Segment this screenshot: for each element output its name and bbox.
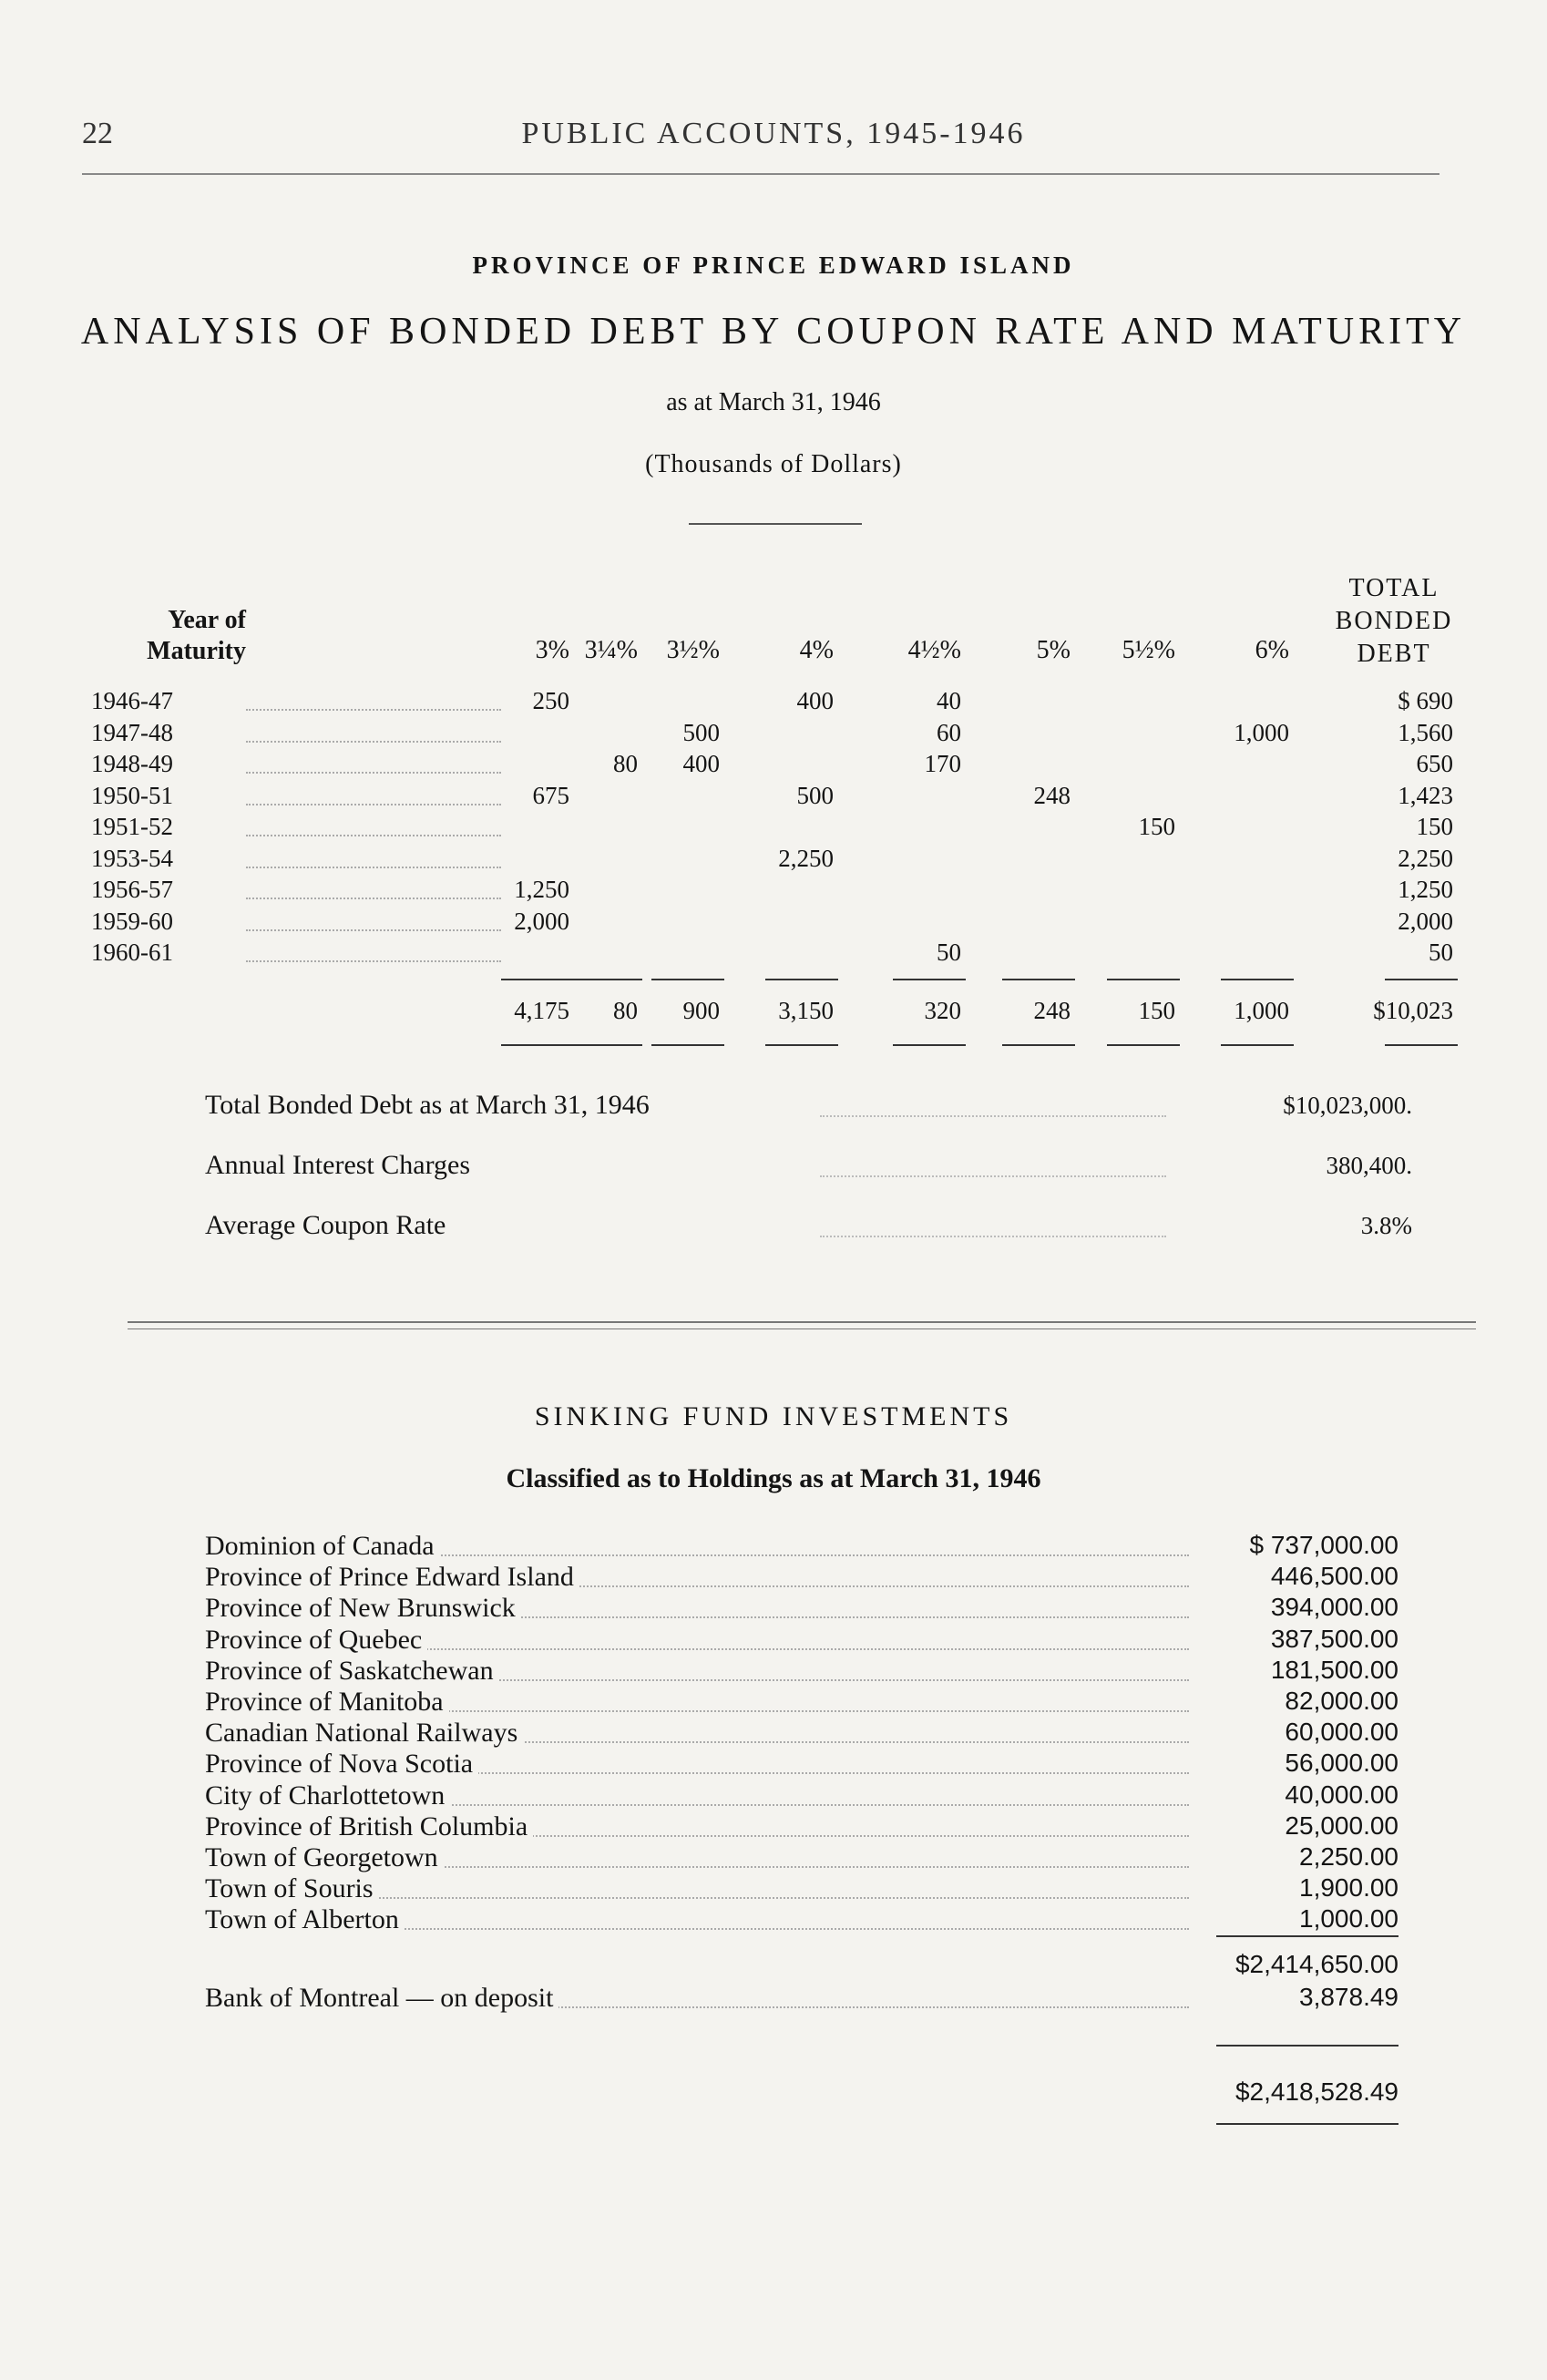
rate-header: 4½%: [907, 636, 961, 664]
column-total: 80: [613, 997, 638, 1024]
holding-name: Town of Souris: [205, 1873, 379, 1904]
total-rule: [501, 979, 574, 980]
maturity-year: 1948-49: [91, 750, 173, 777]
holding-amount: $ 737,000.00: [1249, 1531, 1398, 1559]
section-rule: [128, 1321, 1476, 1323]
table-title: ANALYSIS OF BONDED DEBT BY COUPON RATE AND MATURITY: [80, 311, 1467, 353]
table-cell: 250: [532, 687, 569, 714]
holding-amount: 60,000.00: [1285, 1718, 1398, 1747]
row-total: 650: [1416, 750, 1453, 777]
investment-row: [205, 1531, 1398, 1562]
maturity-year: 1947-48: [91, 718, 173, 746]
investment-row: [205, 1687, 1398, 1718]
summary-label: Annual Interest Charges: [205, 1150, 471, 1180]
rate-header: 6%: [1255, 636, 1289, 664]
holding-amount: 394,000.00: [1270, 1593, 1398, 1622]
grand-total-rule-top: [1216, 2045, 1398, 2047]
row-total: 1,560: [1398, 718, 1453, 746]
total-rule: [1221, 1044, 1294, 1046]
row-total: 150: [1416, 813, 1453, 840]
summary-value: 3.8%: [1360, 1212, 1412, 1239]
total-rule: [1002, 1044, 1075, 1046]
page-number: 22: [82, 117, 113, 150]
column-total: 3,150: [778, 997, 834, 1024]
holding-name: Town of Georgetown: [205, 1842, 444, 1873]
holding-amount: 40,000.00: [1285, 1780, 1398, 1809]
leader-dots: [820, 1115, 1166, 1117]
table-row: [0, 782, 1547, 813]
rate-header: 3¼%: [584, 636, 638, 664]
table-cell: 1,000: [1234, 718, 1289, 746]
total-rule: [501, 1044, 574, 1046]
year-of-maturity-header: Year of Maturity: [147, 606, 246, 665]
deposit-label: Bank of Montreal — on deposit: [205, 1983, 558, 2014]
table-cell: 400: [796, 687, 834, 714]
table-cell: 80: [613, 750, 638, 777]
row-total: 1,423: [1398, 781, 1453, 809]
summary-label: Total Bonded Debt as at March 31, 1946: [205, 1090, 650, 1120]
table-cell: 2,250: [778, 844, 834, 872]
maturity-year: 1960-61: [91, 939, 173, 966]
column-total: 1,000: [1234, 997, 1289, 1024]
holding-name: Province of Manitoba: [205, 1687, 449, 1718]
header-rule: [82, 173, 1439, 175]
summary-value: 380,400.: [1326, 1152, 1412, 1179]
table-cell: 2,000: [514, 907, 569, 935]
total-rule: [651, 1044, 724, 1046]
investment-row: [205, 1562, 1398, 1593]
rate-header: 5½%: [1122, 636, 1175, 664]
running-title: PUBLIC ACCOUNTS, 1945-1946: [521, 117, 1026, 150]
totals-row: [0, 997, 1547, 1028]
maturity-year: 1959-60: [91, 907, 173, 935]
column-total: 4,175: [514, 997, 569, 1024]
table-row: [0, 939, 1547, 969]
table-row: [0, 719, 1547, 750]
total-bonded-debt-header: TOTAL BONDED DEBT: [1335, 574, 1453, 668]
investment-row: [205, 1780, 1398, 1811]
holding-amount: 387,500.00: [1270, 1624, 1398, 1653]
holding-amount: 25,000.00: [1285, 1811, 1398, 1840]
maturity-year: 1953-54: [91, 844, 173, 872]
holding-name: Canadian National Railways: [205, 1718, 523, 1749]
subtotal-rule: [1216, 1935, 1398, 1937]
holding-amount: 82,000.00: [1285, 1687, 1398, 1715]
table-row: [0, 687, 1547, 718]
total-rule: [569, 1044, 642, 1046]
table-cell: 248: [1033, 781, 1071, 809]
units-note: (Thousands of Dollars): [645, 450, 902, 478]
table-row: [0, 845, 1547, 876]
maturity-year: 1956-57: [91, 876, 173, 903]
holding-amount: 181,500.00: [1270, 1655, 1398, 1684]
grand-total-row: [205, 2077, 1398, 2108]
sinking-fund-subtitle: Classified as to Holdings as at March 31, 1946: [506, 1463, 1041, 1493]
leader-dots: [246, 741, 501, 743]
grand-total-rule-bottom: [1216, 2123, 1398, 2125]
table-row: [0, 750, 1547, 781]
date-line: as at March 31, 1946: [666, 388, 881, 416]
leader-dots: [246, 835, 501, 836]
holding-amount: 446,500.00: [1270, 1562, 1398, 1591]
rate-header: 3½%: [666, 636, 720, 664]
holding-name: Town of Alberton: [205, 1904, 405, 1935]
column-total: 900: [682, 997, 720, 1024]
leader-dots: [246, 867, 501, 868]
column-total: 248: [1033, 997, 1071, 1024]
subtotal-row: [205, 1950, 1398, 1981]
holding-name: Province of Quebec: [205, 1625, 427, 1656]
holding-name: Province of Prince Edward Island: [205, 1562, 579, 1593]
total-rule: [893, 1044, 966, 1046]
row-total: $ 690: [1398, 687, 1453, 714]
maturity-year: 1950-51: [91, 781, 173, 809]
investment-row: [205, 1593, 1398, 1624]
table-row: [0, 813, 1547, 844]
row-total: 2,250: [1398, 844, 1453, 872]
total-rule: [569, 979, 642, 980]
province-heading: PROVINCE OF PRINCE EDWARD ISLAND: [472, 251, 1075, 279]
table-cell: 675: [532, 781, 569, 809]
deposit-amount: 3,878.49: [1299, 1983, 1398, 2011]
holding-amount: 1,900.00: [1299, 1873, 1398, 1903]
investment-row: [205, 1656, 1398, 1687]
investment-row: [205, 1718, 1398, 1749]
total-rule: [1221, 979, 1294, 980]
rate-header: 4%: [799, 636, 834, 664]
maturity-year: 1946-47: [91, 687, 173, 714]
holding-name: Province of British Columbia: [205, 1811, 533, 1842]
table-cell: 150: [1138, 813, 1175, 840]
total-rule: [1385, 1044, 1458, 1046]
investment-row: [205, 1842, 1398, 1873]
holding-name: Dominion of Canada: [205, 1531, 440, 1562]
holding-amount: 56,000.00: [1285, 1749, 1398, 1778]
row-total: 1,250: [1398, 876, 1453, 903]
holding-amount: 1,000.00: [1299, 1904, 1398, 1934]
total-rule: [651, 979, 724, 980]
holding-name: Province of Nova Scotia: [205, 1749, 478, 1780]
summary-label: Average Coupon Rate: [205, 1210, 446, 1240]
summary-value: $10,023,000.: [1283, 1092, 1412, 1119]
investment-row: [205, 1904, 1398, 1935]
maturity-year: 1951-52: [91, 813, 173, 840]
investment-row: [205, 1749, 1398, 1780]
table-cell: 400: [682, 750, 720, 777]
total-rule: [765, 979, 838, 980]
investment-row: [205, 1811, 1398, 1842]
table-cell: 500: [682, 718, 720, 746]
leader-dots: [246, 960, 501, 962]
grand-total-amount: $2,418,528.49: [1235, 2077, 1398, 2106]
total-rule: [765, 1044, 838, 1046]
holding-amount: 2,250.00: [1299, 1842, 1398, 1871]
row-total: 50: [1429, 939, 1453, 966]
total-rule: [1107, 979, 1180, 980]
leader-dots: [820, 1236, 1166, 1237]
table-cell: 40: [937, 687, 961, 714]
subtotal-amount: $2,414,650.00: [1235, 1950, 1398, 1978]
rate-header: 3%: [535, 636, 569, 664]
holding-name: City of Charlottetown: [205, 1780, 450, 1811]
holding-name: Province of New Brunswick: [205, 1593, 521, 1624]
total-rule: [1002, 979, 1075, 980]
rate-header: 5%: [1036, 636, 1071, 664]
table-cell: 60: [937, 718, 961, 746]
total-rule: [1107, 1044, 1180, 1046]
table-cell: 500: [796, 781, 834, 809]
divider: [689, 523, 862, 525]
table-cell: 50: [937, 939, 961, 966]
total-rule: [1385, 979, 1458, 980]
total-rule: [893, 979, 966, 980]
column-total: 320: [924, 997, 961, 1024]
table-row: [0, 908, 1547, 939]
table-row: [0, 876, 1547, 907]
grand-total: $10,023: [1373, 997, 1453, 1024]
leader-dots: [820, 1175, 1166, 1177]
leader-dots: [246, 772, 501, 774]
investment-row: [205, 1873, 1398, 1904]
column-total: 150: [1138, 997, 1175, 1024]
row-total: 2,000: [1398, 907, 1453, 935]
holding-name: Province of Saskatchewan: [205, 1656, 499, 1687]
section-rule-2: [128, 1328, 1476, 1329]
investment-row: [205, 1625, 1398, 1656]
deposit-row: [205, 1983, 1398, 2014]
table-cell: 1,250: [514, 876, 569, 903]
sinking-fund-title: SINKING FUND INVESTMENTS: [534, 1401, 1013, 1431]
table-cell: 170: [924, 750, 961, 777]
